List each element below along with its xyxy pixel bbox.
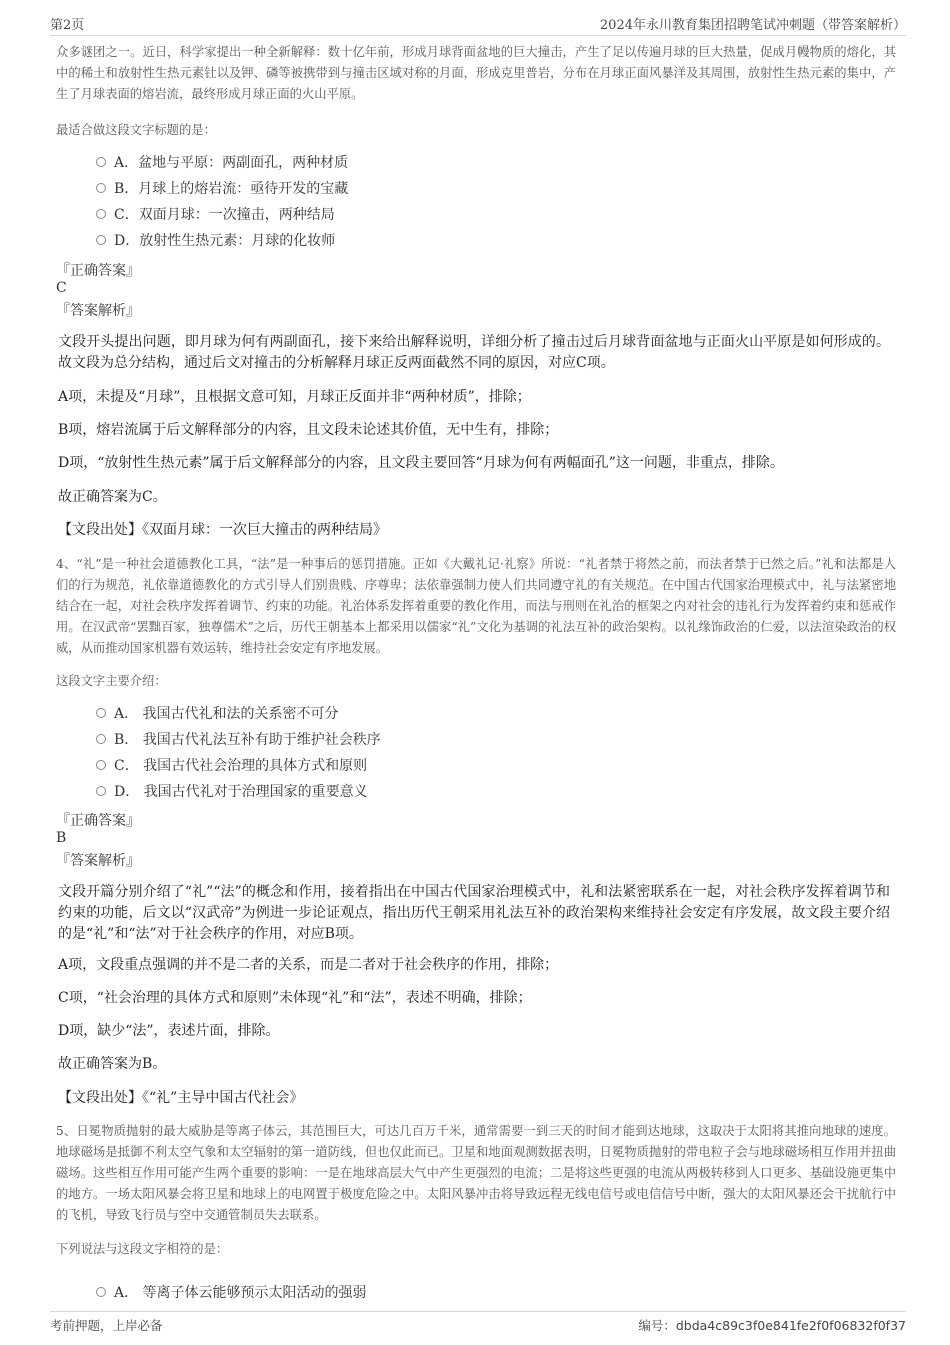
q3-answer-label: 『正确答案』 <box>56 263 140 279</box>
radio-icon[interactable] <box>96 708 106 718</box>
q4-option-b[interactable]: B． 我国古代礼法互补有助于维护社会秩序 <box>96 729 381 751</box>
q4-passage: 4、“礼”是一种社会道德教化工具，“法”是一种事后的惩罚措施。正如《大戴礼记·礼察》所说：“礼者禁于将然之前，而法者禁于已然之后。”礼和法都是人们的行为规范，礼依靠道德教化的方式引导人们别贵贱、序尊卑；法依靠强制力使人们共同遵守礼的有关规范。在中国古代国家治理模式中，礼与法紧密地结合在一起，对社会秩序发挥着调节、约束的功能。礼治体系发挥着重要的教化作用，而法与刑则在礼治的框架之内对社会的违礼行为发挥着约束和惩戒作用。在汉武帝“罢黜百家，独尊儒术”之后，历代王朝基本上都采用以儒家“礼”文化为基调的礼法互补的政治架构。以礼缘饰政治的仁爱，以法渲染政治的权威，从而推动国家机器有效运转，维持社会安定有序地发展。 <box>56 557 896 655</box>
q4-option-d[interactable]: D． 我国古代礼对于治理国家的重要意义 <box>96 781 368 803</box>
radio-icon[interactable] <box>96 157 106 167</box>
radio-icon[interactable] <box>96 183 106 193</box>
q3-passage: 众多谜团之一。近日，科学家提出一种全新解释：数十亿年前，形成月球背面盆地的巨大撞击，产生了足以传遍月球的巨大热量，促成月幔物质的熔化，其中的稀土和放射性生热元素钍以及钾、磷等被携带到与撞击区域对称的月面，形成克里普岩，分布在月球正面风暴洋及其周围，放射性生热元素的集中，产生了月球表面的熔岩流，最终形成月球正面的火山平原。 <box>56 45 896 101</box>
q4-note-c: C项，“社会治理的具体方式和原则”未体现“礼”和“法”，表述不明确，排除； <box>58 990 532 1006</box>
footer-slogan: 考前押题，上岸必备 <box>50 1318 163 1333</box>
q4-conclusion: 故正确答案为B。 <box>58 1056 167 1072</box>
q4-analysis-label: 『答案解析』 <box>56 853 140 869</box>
page-number: 第2页 <box>50 18 85 33</box>
q4-note-a: A项，文段重点强调的并不是二者的关系，而是二者对于社会秩序的作用，排除； <box>58 957 559 973</box>
radio-icon[interactable] <box>96 734 106 744</box>
q4-answer-label: 『正确答案』 <box>56 813 140 829</box>
q3-note-d: D项，“放射性生热元素”属于后文解释部分的内容，且文段主要回答“月球为何有两幅面孔”这一问题，非重点，排除。 <box>58 455 784 471</box>
q3-option-d[interactable]: D．放射性生热元素：月球的化妆师 <box>96 230 335 252</box>
radio-icon[interactable] <box>96 760 106 770</box>
radio-icon[interactable] <box>96 786 106 796</box>
q5-option-a[interactable]: A． 等离子体云能够预示太阳活动的强弱 <box>96 1282 367 1304</box>
radio-icon[interactable] <box>96 235 106 245</box>
q4-note-d: D项，缺少“法”，表述片面，排除。 <box>58 1023 280 1039</box>
q4-source: 【文段出处】《“礼”主导中国古代社会》 <box>58 1090 304 1106</box>
q3-option-b[interactable]: B．月球上的熔岩流：亟待开发的宝藏 <box>96 178 348 200</box>
q4-stem: 这段文字主要介绍： <box>56 674 167 688</box>
q4-analysis: 文段开篇分别介绍了“礼”“法”的概念和作用，接着指出在中国古代国家治理模式中，礼和法紧密联系在一起，对社会秩序发挥着调节和约束的功能，后文以“汉武帝”为例进一步论证观点，指出历代王朝采用礼法互补的政治架构来维持社会安定有序发展，故文段主要介绍的是“礼”和“法”对于社会秩序的作用，对应B项。 <box>58 884 890 942</box>
q4-answer: B <box>56 830 67 846</box>
q3-note-b: B项，熔岩流属于后文解释部分的内容，且文段未论述其价值，无中生有，排除； <box>58 422 559 438</box>
page-footer <box>50 1311 906 1333</box>
q5-passage: 5、日冕物质抛射的最大威胁是等离子体云，其范围巨大，可达几百万千米，通常需要一到三天的时间才能到达地球，这取决于太阳将其推向地球的速度。地球磁场是抵御不利太空气象和太空辐射的第一道防线，但也仅此而已。卫星和地面观测数据表明，日冕物质抛射的带电粒子会与地球磁场相互作用并扭曲磁场。这些相互作用可能产生两个重要的影响：一是在地球高层大气中产生更强烈的电流；二是将这些更强的电流从两极转移到人口更多、基础设施更集中的地方。一场太阳风暴会将卫星和地球上的电网置于极度危险之中。太阳风暴冲击将导致远程无线电信号或电信信号中断，强大的太阳风暴还会干扰航行中的飞机，导致飞行员与空中交通管制员失去联系。 <box>56 1124 896 1222</box>
q3-analysis-label: 『答案解析』 <box>56 303 140 319</box>
q3-analysis: 文段开头提出问题，即月球为何有两副面孔，接下来给出解释说明，详细分析了撞击过后月球背面盆地与正面火山平原是如何形成的。故文段为总分结构，通过后文对撞击的分析解释月球正反两面截然不同的原因，对应C项。 <box>58 334 890 371</box>
document-title: 2024年永川教育集团招聘笔试冲刺题（带答案解析） <box>599 18 906 33</box>
q3-conclusion: 故正确答案为C。 <box>58 489 167 505</box>
q3-option-c[interactable]: C．双面月球：一次撞击，两种结局 <box>96 204 335 226</box>
page-header <box>50 12 906 36</box>
q5-stem: 下列说法与这段文字相符的是： <box>56 1242 229 1256</box>
radio-icon[interactable] <box>96 1287 106 1297</box>
radio-icon[interactable] <box>96 209 106 219</box>
document-id: 编号：dbda4c89c3f0e841fe2f0f06832f0f37 <box>638 1318 906 1333</box>
q3-note-a: A项，未提及“月球”，且根据文意可知，月球正反面并非“两种材质”，排除； <box>58 389 531 405</box>
q4-option-a[interactable]: A． 我国古代礼和法的关系密不可分 <box>96 703 339 725</box>
q3-stem: 最适合做这段文字标题的是： <box>56 123 216 137</box>
q3-source: 【文段出处】《双面月球：一次巨大撞击的两种结局》 <box>58 522 387 538</box>
q3-option-a[interactable]: A．盆地与平原：两副面孔，两种材质 <box>96 152 348 174</box>
q4-option-c[interactable]: C． 我国古代社会治理的具体方式和原则 <box>96 755 367 777</box>
q3-answer: C <box>56 280 67 296</box>
